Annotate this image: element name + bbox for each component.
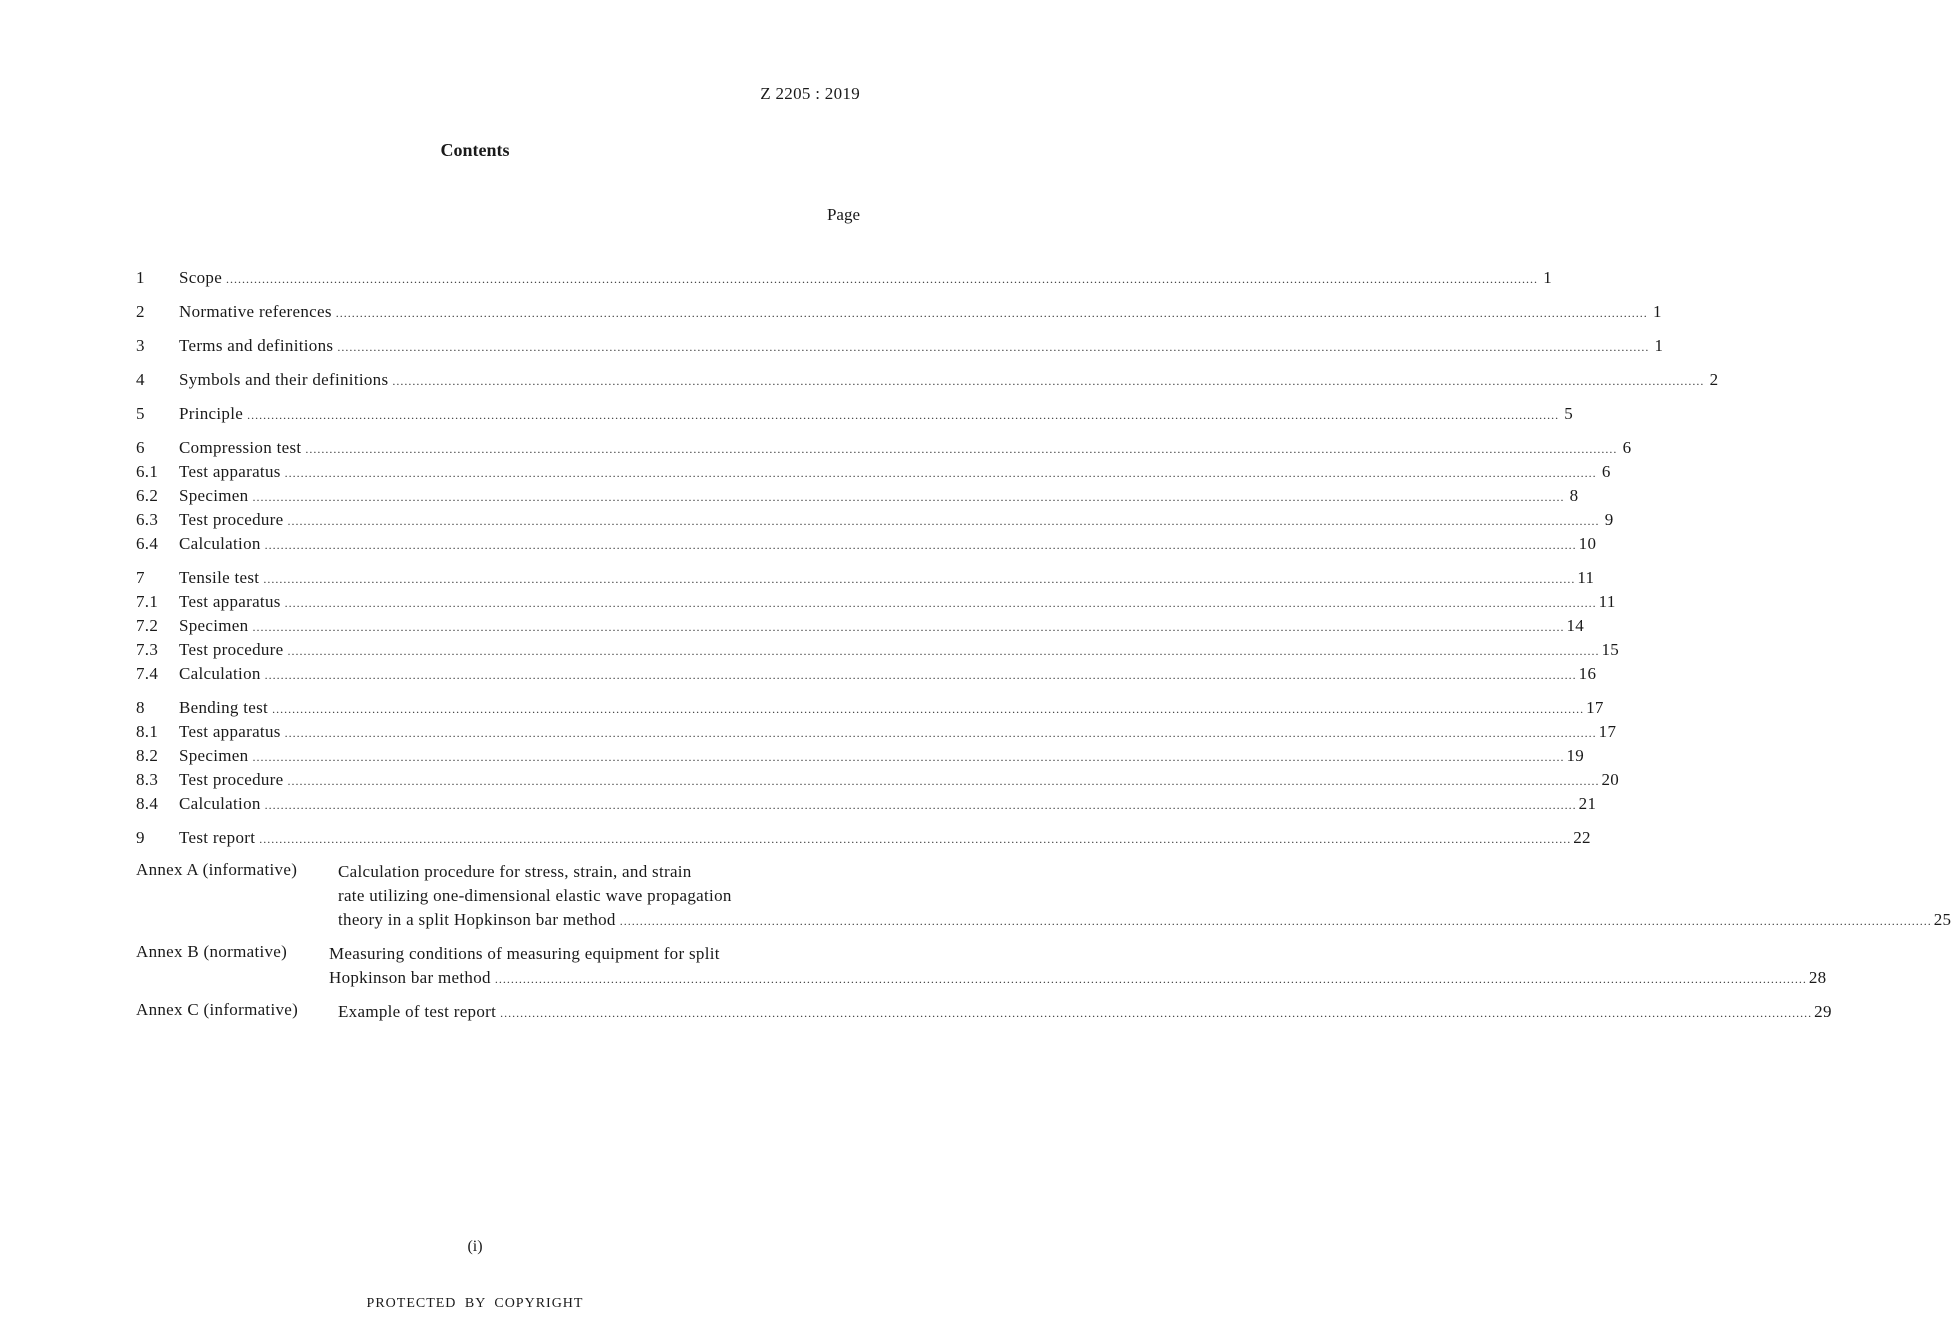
toc-title: Test apparatus: [179, 722, 281, 741]
toc-entry-4[interactable]: [136, 368, 1719, 392]
toc-title: Compression test: [179, 438, 302, 457]
toc-number: 7.3: [136, 640, 159, 659]
toc-entry-9[interactable]: [136, 826, 1591, 850]
toc-page: 17: [1586, 698, 1604, 717]
toc-entry-1[interactable]: [136, 266, 1553, 290]
toc-title: Test report: [179, 828, 256, 847]
dot-leader: [226, 266, 1538, 291]
annex-title-line: Hopkinson bar method: [329, 968, 491, 987]
dot-leader: [285, 460, 1597, 485]
annex-reference: Annex C (informative): [136, 1000, 299, 1019]
dot-leader: [288, 508, 1600, 533]
dot-leader: [265, 792, 1577, 817]
dot-leader: [285, 590, 1597, 615]
toc-entry-7-2[interactable]: [136, 614, 1585, 638]
dot-leader: [288, 638, 1600, 663]
toc-page: 14: [1566, 616, 1585, 635]
toc-entry-8-4[interactable]: [136, 792, 1597, 816]
toc-number: 4: [136, 370, 145, 389]
toc-title: Tensile test: [179, 568, 260, 587]
toc-page: 19: [1566, 746, 1585, 765]
toc-entry-6-2[interactable]: [136, 484, 1579, 508]
toc-entry-6-3[interactable]: [136, 508, 1614, 532]
dot-leader: [337, 334, 1649, 359]
toc-page: 1: [1543, 268, 1553, 287]
toc-entry-7-1[interactable]: [136, 590, 1616, 614]
dot-leader: [285, 720, 1597, 745]
toc-page: 22: [1573, 828, 1591, 847]
toc-entry-7-4[interactable]: [136, 662, 1597, 686]
toc-page: 11: [1598, 592, 1616, 611]
dot-leader: [252, 614, 1564, 639]
annex-title-line: Calculation procedure for stress, strain, and strain: [338, 862, 692, 881]
toc-title: Scope: [179, 268, 223, 287]
annex-title-line: Example of test report: [338, 1002, 497, 1021]
toc-title: Symbols and their definitions: [179, 370, 389, 389]
toc-annex-b[interactable]: [136, 942, 1827, 990]
dot-leader: [495, 966, 1807, 991]
toc-number: 7: [136, 568, 145, 587]
toc-page: 8: [1569, 486, 1579, 505]
toc-entry-5[interactable]: [136, 402, 1574, 426]
table-of-contents: [136, 266, 1951, 1024]
toc-title: Test procedure: [179, 640, 284, 659]
toc-entry-8-1[interactable]: [136, 720, 1617, 744]
toc-number: 6.3: [136, 510, 159, 529]
dot-leader: [247, 402, 1559, 427]
page-column-label: Page: [826, 205, 860, 224]
dot-leader: [252, 744, 1564, 769]
page-number-roman: (i): [467, 1238, 483, 1255]
annex-title-line: rate utilizing one-dimensional elastic wave propagation: [338, 886, 732, 905]
toc-page: 17: [1598, 722, 1617, 741]
dot-leader: [620, 908, 1932, 933]
toc-page: 6: [1622, 438, 1632, 457]
dot-leader: [265, 662, 1577, 687]
toc-page: 11: [1577, 568, 1595, 587]
annex-title-line: Measuring conditions of measuring equipment for split: [329, 944, 720, 963]
toc-number: 7.4: [136, 664, 159, 683]
toc-number: 1: [136, 268, 145, 287]
annex-reference: Annex A (informative): [136, 860, 298, 879]
toc-number: 8.1: [136, 722, 159, 741]
toc-page: 25: [1933, 910, 1951, 929]
toc-page: 10: [1578, 534, 1597, 553]
toc-title: Normative references: [179, 302, 332, 321]
dot-leader: [272, 696, 1584, 721]
toc-title: Calculation: [179, 664, 261, 683]
toc-number: 8.3: [136, 770, 159, 789]
toc-entry-2[interactable]: [136, 300, 1662, 324]
toc-title: Specimen: [179, 746, 249, 765]
toc-page: 16: [1578, 664, 1597, 683]
dot-leader: [305, 436, 1617, 461]
toc-number: 8.2: [136, 746, 159, 765]
toc-number: 8.4: [136, 794, 159, 813]
dot-leader: [252, 484, 1564, 509]
annex-reference: Annex B (normative): [136, 942, 288, 961]
toc-title: Test procedure: [179, 770, 284, 789]
toc-entry-6-1[interactable]: [136, 460, 1611, 484]
toc-entry-8-2[interactable]: [136, 744, 1585, 768]
dot-leader: [263, 566, 1575, 591]
toc-number: 6.4: [136, 534, 159, 553]
dot-leader: [500, 1000, 1812, 1025]
standard-id: Z 2205 : 2019: [760, 84, 860, 103]
toc-title: Specimen: [179, 616, 249, 635]
toc-annex-c[interactable]: [136, 1000, 1832, 1024]
toc-number: 2: [136, 302, 145, 321]
toc-number: 7.1: [136, 592, 159, 611]
toc-number: 9: [136, 828, 145, 847]
toc-page: 20: [1601, 770, 1620, 789]
toc-page: 1: [1652, 302, 1662, 321]
toc-entry-7[interactable]: [136, 566, 1595, 590]
toc-title: Calculation: [179, 794, 261, 813]
toc-title: Terms and definitions: [179, 336, 334, 355]
toc-title: Bending test: [179, 698, 269, 717]
toc-annex-a[interactable]: [136, 860, 1951, 932]
toc-number: 5: [136, 404, 145, 423]
toc-number: 6.1: [136, 462, 159, 481]
toc-entry-3[interactable]: [136, 334, 1664, 358]
dot-leader: [265, 532, 1577, 557]
toc-page: 21: [1578, 794, 1597, 813]
toc-number: 3: [136, 336, 145, 355]
toc-page: 15: [1601, 640, 1620, 659]
toc-title: Test procedure: [179, 510, 284, 529]
toc-page: 6: [1601, 462, 1611, 481]
toc-page: 2: [1709, 370, 1719, 389]
toc-page: 5: [1564, 404, 1574, 423]
dot-leader: [336, 300, 1648, 325]
toc-page: 9: [1604, 510, 1614, 529]
dot-leader: [288, 768, 1600, 793]
dot-leader: [392, 368, 1704, 393]
toc-number: 7.2: [136, 616, 159, 635]
toc-page: 28: [1808, 968, 1827, 987]
copyright-notice: PROTECTED BY COPYRIGHT: [366, 1296, 584, 1311]
annex-title-line: theory in a split Hopkinson bar method: [338, 910, 616, 929]
toc-title: Test apparatus: [179, 462, 281, 481]
toc-title: Principle: [179, 404, 244, 423]
toc-entry-8[interactable]: [136, 696, 1604, 720]
dot-leader: [259, 826, 1571, 851]
toc-page: 1: [1654, 336, 1664, 355]
toc-number: 6.2: [136, 486, 159, 505]
toc-title: Calculation: [179, 534, 261, 553]
toc-entry-6[interactable]: [136, 436, 1632, 460]
page-title: Contents: [440, 140, 510, 160]
toc-entry-7-3[interactable]: [136, 638, 1620, 662]
toc-page: 29: [1814, 1002, 1832, 1021]
toc-entry-8-3[interactable]: [136, 768, 1620, 792]
toc-number: 8: [136, 698, 145, 717]
toc-title: Specimen: [179, 486, 249, 505]
toc-entry-6-4[interactable]: [136, 532, 1597, 556]
toc-number: 6: [136, 438, 145, 457]
toc-title: Test apparatus: [179, 592, 281, 611]
